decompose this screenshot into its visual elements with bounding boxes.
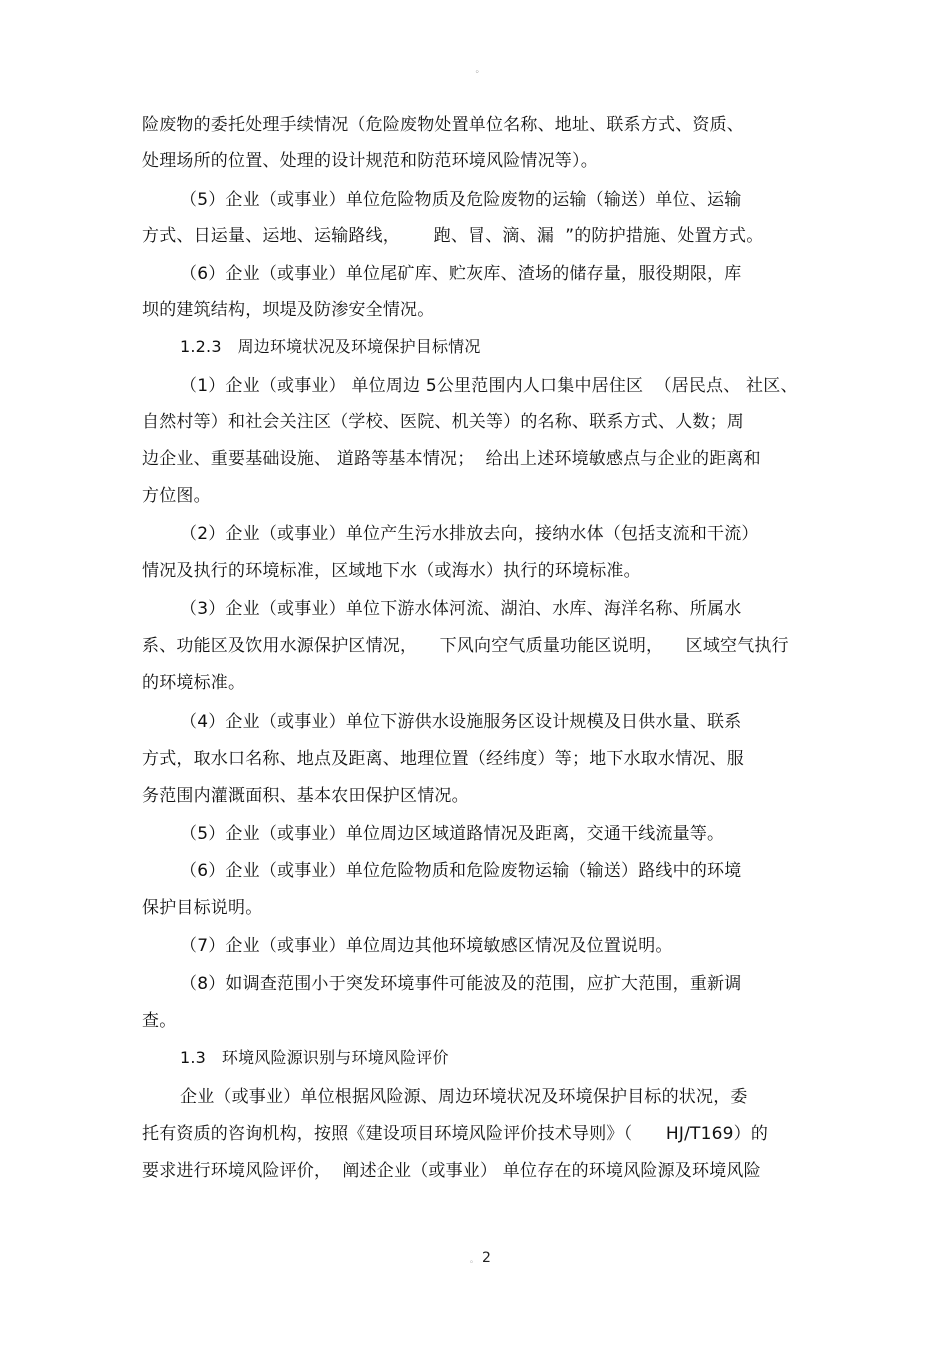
page-footer xyxy=(470,1250,491,1266)
paragraph-line: （6）企业（或事业）单位危险物质和危险废物运输（输送）路线中的环境 xyxy=(180,861,742,881)
page-number: 2 xyxy=(482,1250,491,1266)
paragraph-line: （4）企业（或事业）单位下游供水设施服务区设计规模及日供水量、联系 xyxy=(180,712,742,732)
header-mark: 。 xyxy=(475,65,485,75)
paragraph-line: 托有资质的咨询机构，按照《建设项目环境风险评价技术导则》（ HJ/T169）的 xyxy=(142,1124,769,1144)
paragraph-line: （7）企业（或事业）单位周边其他环境敏感区情况及位置说明。 xyxy=(180,936,673,956)
paragraph-line: （5）企业（或事业）单位周边区域道路情况及距离，交通干线流量等。 xyxy=(180,824,725,844)
paragraph-line: （1）企业（或事业） 单位周边 5公里范围内人口集中居住区 （居民点、 社区、 xyxy=(180,376,798,396)
paragraph-line: 处理场所的位置、处理的设计规范和防范环境风险情况等）。 xyxy=(142,151,598,171)
paragraph-line: 情况及执行的环境标准，区域地下水（或海水）执行的环境标准。 xyxy=(142,561,641,581)
paragraph-line: 方式、日运量、运地、运输路线， 跑、冒、滴、漏 ”的防护措施、处置方式。 xyxy=(142,226,764,246)
paragraph-line: （5）企业（或事业）单位危险物质及危险废物的运输（输送）单位、运输 xyxy=(180,190,742,210)
section-heading: 1.2.3 周边环境状况及环境保护目标情况 xyxy=(180,337,481,356)
footer-mark: 。 xyxy=(470,1255,478,1264)
paragraph-line: 方位图。 xyxy=(142,486,211,506)
paragraph-line: （6）企业（或事业）单位尾矿库、贮灰库、渣场的储存量，服役期限，库 xyxy=(180,264,742,284)
paragraph-line: 方式，取水口名称、地点及距离、地理位置（经纬度）等；地下水取水情况、服 xyxy=(142,749,744,769)
paragraph-line: 要求进行环境风险评价， 阐述企业（或事业） 单位存在的环境风险源及环境风险 xyxy=(142,1161,761,1181)
paragraph-line: 自然村等）和社会关注区（学校、医院、机关等）的名称、联系方式、人数；周 xyxy=(142,412,744,432)
paragraph-line: 边企业、重要基础设施、 道路等基本情况； 给出上述环境敏感点与企业的距离和 xyxy=(142,449,761,469)
section-heading: 1.3 环境风险源识别与环境风险评价 xyxy=(180,1048,449,1067)
paragraph-line: 查。 xyxy=(142,1011,177,1031)
paragraph-line: （3）企业（或事业）单位下游水体河流、湖泊、水库、海洋名称、所属水 xyxy=(180,599,742,619)
paragraph-line: 务范围内灌溉面积、基本农田保护区情况。 xyxy=(142,786,469,806)
paragraph-line: （2）企业（或事业）单位产生污水排放去向，接纳水体（包括支流和干流） xyxy=(180,524,759,544)
paragraph-line: 险废物的委托处理手续情况（危险废物处置单位名称、地址、联系方式、资质、 xyxy=(142,115,744,135)
paragraph-line: 保护目标说明。 xyxy=(142,898,263,918)
paragraph-line: 坝的建筑结构，坝堤及防渗安全情况。 xyxy=(142,300,435,320)
paragraph-line: （8）如调查范围小于突发环境事件可能波及的范围，应扩大范围，重新调 xyxy=(180,974,742,994)
paragraph-line: 系、功能区及饮用水源保护区情况， 下风向空气质量功能区说明， 区域空气执行 xyxy=(142,636,789,656)
paragraph-line: 的环境标准。 xyxy=(142,673,246,693)
paragraph-line: 企业（或事业）单位根据风险源、周边环境状况及环境保护目标的状况，委 xyxy=(180,1087,748,1107)
